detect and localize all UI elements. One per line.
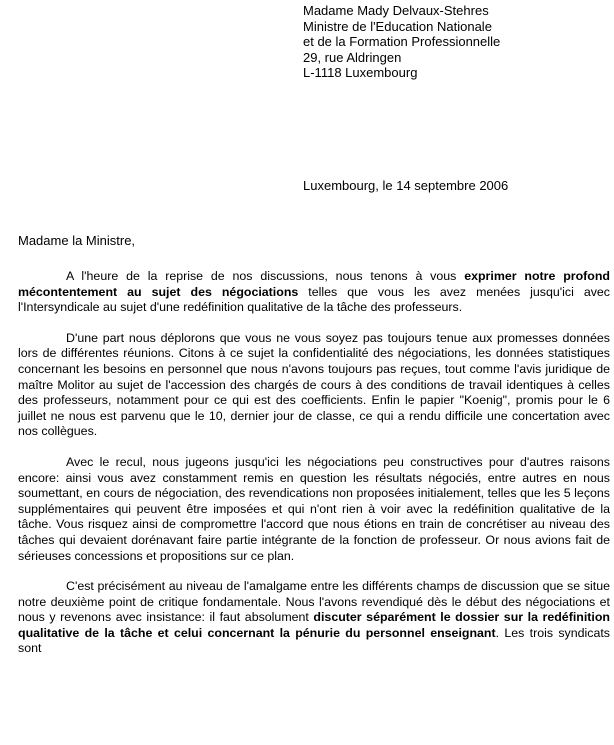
recipient-line: Ministre de l'Education Nationale: [303, 18, 492, 34]
paragraph: [18, 269, 610, 316]
paragraph-text: C'est précisément au niveau de l'amalgame entre les différents champs de discussion que se situe notre deuxième point de critique fondamentale. Nous l'avons revendiqué dès le début des négociations et nous y revenons avec insistance: il faut absolument: [18, 579, 610, 625]
letter-body: [18, 269, 610, 672]
salutation: Madame la Ministre,: [18, 233, 136, 248]
paragraph-text: telles que vous les avez menées jusqu'ici avec l'Intersyndicale au sujet d'une redéfinition qualitative de la tâche des professeurs.: [18, 284, 610, 315]
paragraph-emphasis: exprimer notre profond mécontentement au sujet des négociations: [18, 269, 611, 299]
paragraph: [18, 455, 610, 564]
paragraph-text: . Les trois syndicats sont: [18, 625, 610, 656]
recipient-address: [303, 3, 500, 81]
paragraph: [18, 579, 610, 657]
paragraph: [18, 331, 610, 440]
recipient-line: Madame Mady Delvaux-Stehres: [303, 3, 489, 18]
recipient-line: L-1118 Luxembourg: [303, 65, 418, 81]
recipient-line: 29, rue Aldringen: [303, 49, 402, 65]
paragraph-text: Avec le recul, nous jugeons jusqu'ici les négociations peu constructives pour d'autres raisons encore: ainsi vous avez constamment remis en question les résultats négociés, entre autres en nous soumettant, en cours de négociation, des revendications non proposées initialement, telles que les 5 leçons supplémentaires qui peuvent être imposées et qui n'ont rien à voir avec la redéfinition qualitative de la tâche. Vous risquez ainsi de compromettre l'accord que nous étions en train de concrétiser au niveau des tâches qui devaient dorénavant faire partie intégrante de la fonction de professeur. Or nous avions fait de sérieuses concessions et propositions sur ce plan.: [18, 454, 610, 563]
recipient-line: et de la Formation Professionnelle: [303, 34, 501, 50]
paragraph-text: A l'heure de la reprise de nos discussions, nous tenons à vous: [66, 269, 465, 283]
paragraph-emphasis: discuter séparément le dossier sur la redéfinition qualitative de la tâche et celui concernant la pénurie du personnel enseignant: [18, 610, 610, 640]
letter-date: Luxembourg, le 14 septembre 2006: [303, 178, 509, 193]
paragraph-text: D'une part nous déplorons que vous ne vous soyez pas toujours tenue aux promesses données lors de différentes réunions. Citons à ce sujet la confidentialité des négociations, les données statistiques concernant les besoins en personnel que nous n'avons toujours pas reçues, tout comme l'avis juridique de maître Molitor au sujet de l'accession des chargés de cours à des conditions de travail identiques à celles des professeurs, notamment pour ce qui est des coefficients. Enfin le papier "Koenig", promis pour le 6 juillet ne nous est parvenu que le 10, dernier jour de classe, ce qui a rendu difficile une concertation avec nos collègues.: [18, 330, 610, 439]
